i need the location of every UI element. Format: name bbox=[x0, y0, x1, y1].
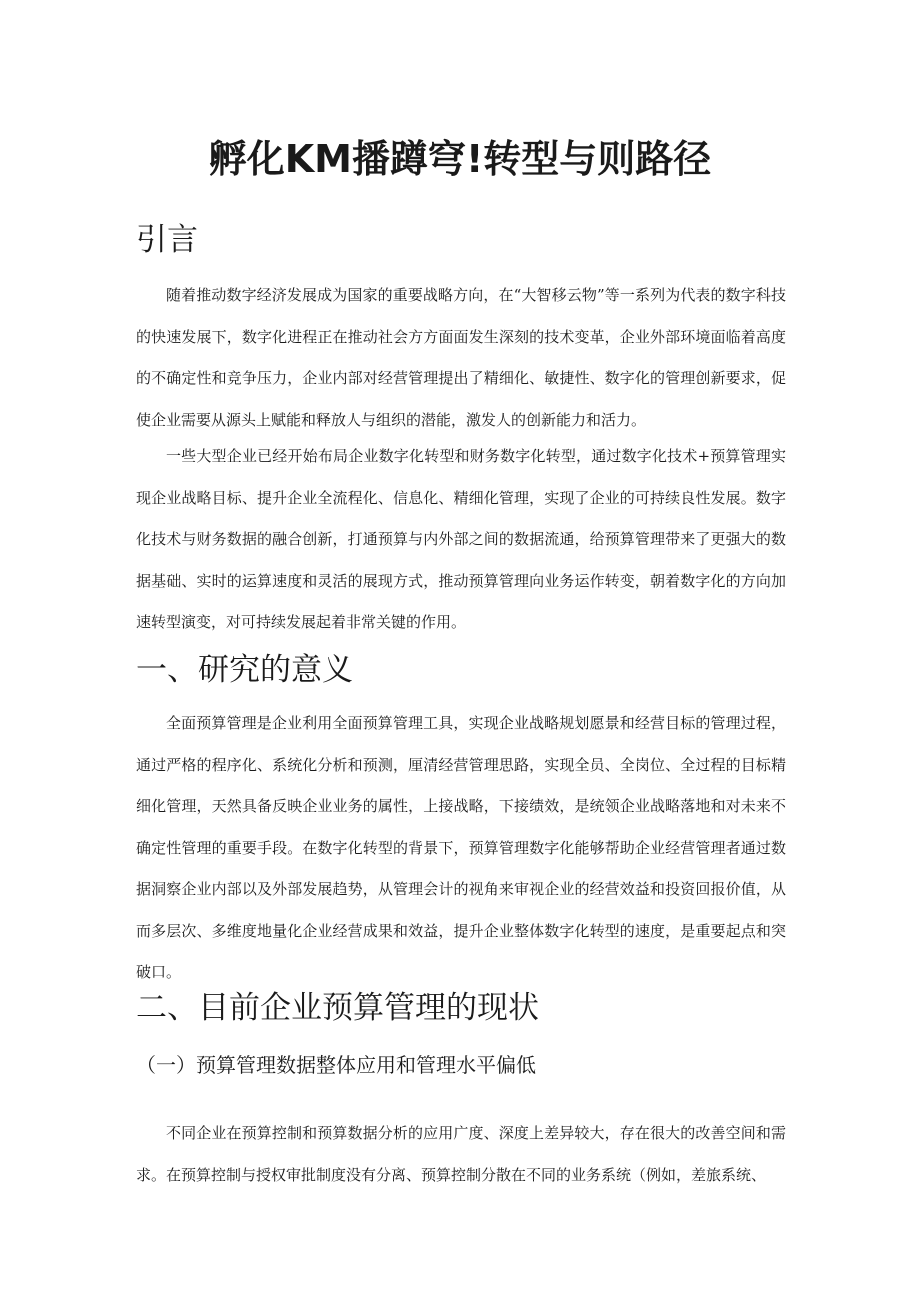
section-heading-significance: 一、研究的意义 bbox=[136, 652, 353, 688]
paragraph-intro-1: 随着推动数字经济发展成为国家的重要战略方向，在“大智移云物”等一系列为代表的数字科技的快速发展下，数字化进程正在推动社会方方面面发生深刻的技术变革，企业外部环境面临着高度的不确定性和竞争压力，企业内部对经营管理提出了精细化、敏捷性、数字化的管理创新要求，促使企业需要从源头上赋能和释放人与组织的潜能，激发人的创新能力和活力。 bbox=[136, 286, 786, 429]
subsection-heading-1: （一）预算管理数据整体应用和管理水平偏低 bbox=[136, 1053, 536, 1077]
paragraph-current-status-1: 不同企业在预算控制和预算数据分析的应用广度、深度上差异较大，存在很大的改善空间和需求。在预算控制与授权审批制度没有分离、预算控制分散在不同的业务系统（例如，差旅系统、 bbox=[136, 1124, 786, 1184]
section-heading-current-status: 二、目前企业预算管理的现状 bbox=[136, 990, 539, 1026]
paragraph-significance: 全面预算管理是企业利用全面预算管理工具，实现企业战略规划愿景和经营目标的管理过程，通过严格的程序化、系统化分析和预测，厘清经营管理思路，实现全员、全岗位、全过程的目标精细化管理，天然具备反映企业业务的属性，上接战略，下接绩效，是统领企业战略落地和对未来不确定性管理的重要手段。在数字化转型的背景下，预算管理数字化能够帮助企业经营管理者通过数据洞察企业内部以及外部发展趋势，从管理会计的视角来审视企业的经营效益和投资回报价值，从而多层次、多维度地量化企业经营成果和效益，提升企业整体数字化转型的速度，是重要起点和突破口。 bbox=[136, 714, 786, 981]
paragraph-intro-2: 一些大型企业已经开始布局企业数字化转型和财务数字化转型，通过数字化技术+预算管理实现企业战略目标、提升企业全流程化、信息化、精细化管理，实现了企业的可持续良性发展。数字化技术与财务数据的融合创新，打通预算与内外部之间的数据流通，给预算管理带来了更强大的数据基础、实时的运算速度和灵活的展现方式，推动预算管理向业务运作转变，朝着数字化的方向加速转型演变，对可持续发展起着非常关键的作用。 bbox=[136, 447, 786, 631]
section-heading-introduction: 引言 bbox=[136, 222, 198, 258]
document-title: 孵化KM播蹲穹!转型与则路径 bbox=[208, 137, 712, 181]
